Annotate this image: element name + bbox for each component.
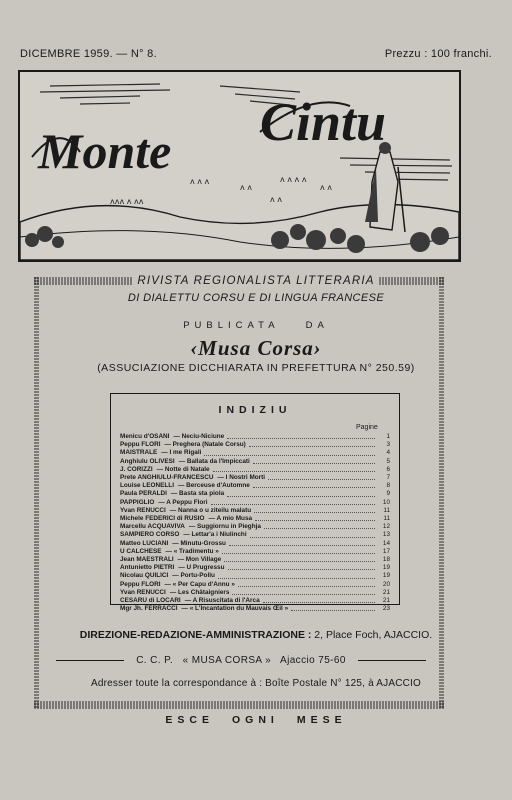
toc-entry [120,499,390,507]
toc-entry [120,441,390,449]
leader-dots [228,564,376,570]
toc-page: 19 [382,572,390,580]
toc-author: Jean MAESTRALI [120,556,174,564]
toc-entry [120,433,390,441]
pages-column-label: Pagine [356,424,378,431]
toc-title: — Ballata da l'Impiccati [178,457,250,465]
toc-title: — « Per Capu d'Annu » [164,580,235,588]
toc-page: 9 [386,490,390,498]
toc-entry [120,589,390,597]
toc-title: — I Nostri Morti [217,474,266,482]
leader-dots [250,531,375,537]
toc-author: Paula PERALDI [120,490,167,498]
toc-author: Anghiulu OLIVESI [120,457,175,465]
masthead-title-cintu: Cintu [260,92,387,152]
leader-dots [264,523,375,529]
direction-address: DIREZIONE-REDAZIONE-AMMINISTRAZIONE : 2, Place Foch, AJACCIO. [79,629,433,641]
leader-dots [238,581,375,587]
toc-page: 14 [382,539,390,547]
leader-dots [218,572,375,578]
toc-title: — Mon Village [177,556,222,564]
toc-author: CESARU di LOCARI [120,597,181,605]
toc-title: — Lettar'a i Niulinchi [183,531,247,539]
leader-dots [253,482,375,488]
toc-author: Menicu d'OSANI [120,433,170,440]
toc-page: 1 [386,433,390,440]
toc-title: — Suggiornu in Pieghja [188,523,261,531]
toc-entry [120,548,390,556]
publisher-name: ‹Musa Corsa› [190,336,322,360]
toc-author: Mgr Jh. FERRACCI [120,605,178,613]
toc-entry [120,507,390,515]
masthead-illustration [18,70,461,262]
leader-dots [227,490,375,496]
toc-title: — Minutu-Grossu [172,539,226,547]
svg-text:ʌ ʌ ʌ ʌ: ʌ ʌ ʌ ʌ [280,175,307,184]
toc-page: 11 [383,506,390,514]
leader-dots [254,507,375,513]
toc-author: J. CORIZZI [120,465,153,473]
svg-text:ʌʌʌ ʌ ʌʌ: ʌʌʌ ʌ ʌʌ [110,197,144,206]
toc-title: — I me Rigali [161,449,202,457]
svg-text:ʌ ʌ: ʌ ʌ [240,183,253,192]
toc-title: — Berceuse d'Automne [177,482,250,490]
leader-dots [268,474,375,480]
leader-dots [263,597,375,603]
toc-page: 20 [382,580,390,588]
toc-title: — Notte di Natale [156,465,210,473]
toc-title: — Nanna o u ziteilu malatu [169,506,252,514]
toc-page: 21 [382,588,390,596]
leader-dots [213,466,375,472]
svg-text:ʌ ʌ ʌ: ʌ ʌ ʌ [190,177,210,186]
toc-entry [120,515,390,523]
svg-text:ʌ ʌ: ʌ ʌ [320,183,333,192]
toc-author: Peppu FLORI [120,441,161,449]
toc-entry [120,449,390,457]
toc-entry [120,531,390,539]
toc-title: — Preghera (Natale Corsu) [164,441,246,449]
toc-page: 5 [386,457,390,465]
correspondence-address: Adresser toute la correspondance à : Boîte Postale N° 125, à AJACCIO [91,678,421,689]
toc-author: Antunietto PIETRI [120,564,175,572]
toc-author: MAISTRALE [120,449,158,457]
toc-author: Louise LEONELLI [120,482,174,490]
leader-dots [255,515,375,521]
toc-page: 8 [386,482,390,490]
toc-entry [120,572,390,580]
leader-dots [249,441,375,447]
toc-title: — Les Châtaigniers [169,588,230,596]
toc-entry [120,605,390,613]
toc-entry [120,474,390,482]
toc-entry [120,556,390,564]
subtitle-line2: DI DIALETTU CORSU E DI LINGUA FRANCESE [127,292,385,304]
leader-dots [229,540,375,546]
toc-entry [120,581,390,589]
toc-entry [120,490,390,498]
toc-title: — Neciu-Niciune [173,433,225,440]
toc-title: — « Tradimentu » [165,547,219,555]
toc-author: Nicolau QUILICI [120,572,169,580]
toc-entry [120,482,390,490]
toc-title: — U Prugressu [178,564,225,572]
leader-dots [222,548,375,554]
toc-author: Marcellu ACQUAVIVA [120,523,185,531]
toc-page: 7 [386,474,390,482]
toc-author: Peppu FLORI [120,580,161,588]
toc-author: SAMPIERO CORSO [120,531,180,539]
association-registration: (ASSUCIAZIONE DICCHIARATA IN PREFETTURA N° 250.59) [97,362,415,374]
index-heading: INDIZIU [218,404,292,416]
toc-title: — Basta sta piola [170,490,225,498]
toc-entry [120,458,390,466]
toc-author: Michele FEDERICI di RUSIO [120,515,205,523]
postal-account-line: C. C. P. « MUSA CORSA » Ajaccio 75-60 [56,655,426,666]
toc-page: 12 [382,523,390,531]
leader-dots [291,605,375,611]
toc-page: 10 [382,498,390,506]
leader-dots [232,589,375,595]
toc-page: 18 [382,556,390,564]
masthead-title-monte: Monte [38,123,172,179]
toc-entry [120,564,390,572]
price-label: Prezzu : 100 franchi. [384,48,492,60]
toc-author: Matteo LUCIANI [120,539,169,547]
table-of-contents [120,433,390,613]
subtitle-line1: RIVISTA REGIONALISTA LITTERARIA [0,275,512,287]
toc-page: 17 [382,547,390,555]
toc-page: 4 [386,449,390,457]
header-line [20,48,492,60]
toc-title: — A mio Musa [208,515,253,523]
toc-title: — Portu-Pollu [172,572,215,580]
published-by-line: PUBLICATA DA [183,320,329,331]
toc-entry [120,523,390,531]
toc-entry [120,466,390,474]
leader-dots [253,458,375,464]
publication-frequency: ESCE OGNI MESE [165,714,347,726]
toc-entry [120,540,390,548]
leader-dots [204,449,375,455]
toc-author: U CALCHESE [120,547,162,555]
toc-author: Yvan RENUCCI [120,506,166,514]
toc-author: Prete ANGHIULU-FRANCESCU [120,474,214,482]
toc-entry [120,597,390,605]
toc-page: 23 [382,605,390,613]
toc-title: — « L'Incantation du Mauvais Œil » [181,605,289,613]
toc-page: 3 [386,441,390,449]
toc-page: 11 [383,515,390,523]
toc-title: — A Risuscitata di l'Arca [184,597,260,605]
toc-page: 6 [386,465,390,473]
toc-title: — A Peppu Flori [158,498,208,506]
landscape-illustration [20,72,459,260]
divider [358,660,426,661]
toc-page: 13 [382,531,390,539]
issue-date-number: DICEMBRE 1959. — N° 8. [20,48,157,60]
toc-author: PAPPIGLIO [120,498,155,506]
leader-dots [224,556,375,562]
divider [56,660,124,661]
toc-author: Yvan RENUCCI [120,588,166,596]
leader-dots [227,433,375,439]
toc-page: 19 [382,564,390,572]
leader-dots [211,499,375,505]
svg-text:ʌ ʌ: ʌ ʌ [270,195,283,204]
toc-page: 21 [382,597,390,605]
